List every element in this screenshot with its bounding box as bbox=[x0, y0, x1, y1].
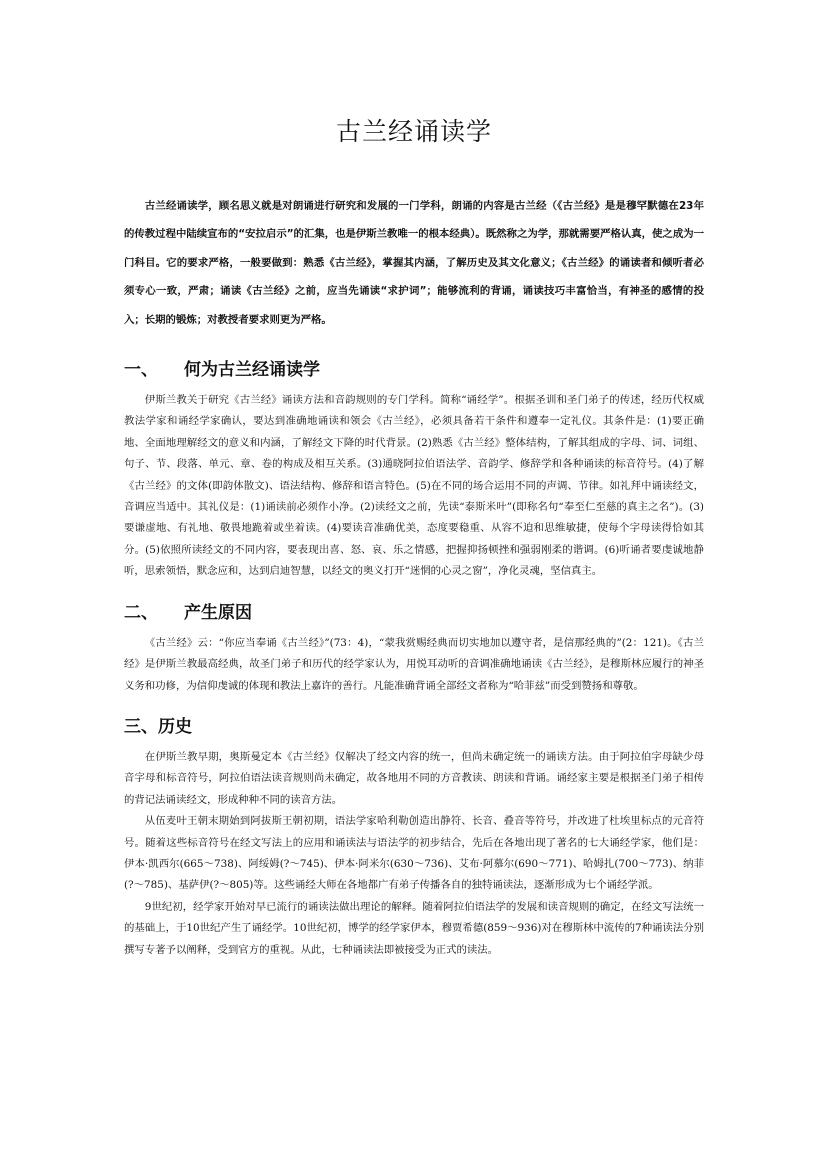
spacer bbox=[124, 583, 704, 593]
spacer bbox=[124, 334, 704, 350]
section-2-paragraph-1: 《古兰经》云：“你应当奉诵《古兰经》”(73：4)，“蒙我赏赐经典而切实地加以遵守者，是信那经典的”(2：121)。《古兰经》是伊斯兰教最高经典，故圣门弟子和历代的经学家认为，用悦耳动听的音调准确地诵读《古兰经》，是穆斯林应履行的神圣义务和功修，为信仰虔诚的体现和教法上嘉许的善行。凡能准确背诵全部经文者称为“哈菲兹”而受到赞扬和尊敬。 bbox=[124, 636, 704, 692]
section-title: 产生原因 bbox=[184, 602, 252, 623]
section-3-paragraph-2: 从伍麦叶王朝末期始到阿拔斯王朝初期，语法学家哈利勒创造出静符、长音、叠音等符号，并改进了杜埃里标点的元音符号。随着这些标音符号在经文写法上的应用和诵读法与语法学的初步结合，先后在各地出现了著名的七大诵经学家，他们是：伊本·凯西尔(665～738)、阿绥姆(?～745)、伊本·阿米尔(630～736)、艾布·阿慕尔(690～771)、哈姆扎(700～773)、纳菲(?～785)、基萨伊(?～805)等。这些诵经大师在各地都广有弟子传播各自的独特诵读法，逐渐形成为七个诵经学派。 bbox=[124, 815, 704, 892]
section-number: 一、 bbox=[124, 360, 158, 381]
spacer bbox=[124, 697, 704, 707]
section-heading-2 bbox=[124, 593, 704, 633]
section-heading-3 bbox=[124, 707, 704, 747]
section-3-paragraph-1: 在伊斯兰教早期，奥斯曼定本《古兰经》仅解决了经文内容的统一，但尚未确定统一的诵读方法。由于阿拉伯字母缺少母音字母和标音符号，阿拉伯语法读音规则尚未确定，故各地用不同的方音教读、朗读和背诵。诵经家主要是根据圣门弟子相传的背记法诵读经文，形成种种不同的读音方法。 bbox=[124, 750, 704, 806]
section-heading-1 bbox=[124, 350, 704, 390]
document-page bbox=[124, 112, 704, 961]
section-3-paragraph-3: 9世纪初，经学家开始对早已流行的诵读法做出理论的解释。随着阿拉伯语法学的发展和读音规则的确定，在经文写法统一的基础上，于10世纪产生了诵经学。10世纪初，博学的经学家伊本，穆贾希德(859～936)对在穆斯林中流传的7种诵读法分别撰写专著予以阐释，受到官方的重视。从此，七种诵读法即被接受为正式的读法。 bbox=[124, 900, 704, 956]
document-title: 古兰经诵读学 bbox=[335, 117, 492, 146]
section-1-paragraph-1: 伊斯兰教关于研究《古兰经》诵读方法和音韵规则的专门学科。简称“诵经学”。根据圣训和圣门弟子的传述，经历代权威教法学家和诵经学家确认，要达到准确地诵读和领会《古兰经》，必须具备若干条件和遵奉一定礼仪。其条件是：(1)要正确地、全面地理解经文的意义和内涵，了解经文下降的时代背景。(2)熟悉《古兰经》整体结构，了解其组成的字母、词、词组、句子、节、段落、单元、章、卷的构成及相互关系。(3)通晓阿拉伯语法学、音韵学、修辞学和各种诵读的标音符号。(4)了解《古兰经》的文体(即韵体散文)、语法结构、修辞和语言特色。(5)在不同的场合运用不同的声调、节律。如礼拜中诵读经文，音调应当适中。其礼仪是：(1)诵读前必须作小净。(2)读经文之前，先读“泰斯米叶”(即称名句“奉至仁至慈的真主之名”)。(3)要谦虚地、有礼地、敬畏地跪着或坐着读。(4)要读音准确优美，态度要稳重、从容不迫和思维敏捷，使每个字母读得恰如其分。(5)依照所读经文的不同内容，要表现出喜、怒、哀、乐之情感，把握抑扬顿挫和强弱刚柔的谐调。(6)听诵者要虔诚地静听，思索领悟，默念应和，达到启迪智慧，以经文的奥义打开“迷惘的心灵之窗”，净化灵魂，坚信真主。 bbox=[124, 394, 704, 578]
section-title: 何为古兰经诵读学 bbox=[184, 360, 320, 381]
section-title: 三、历史 bbox=[124, 716, 192, 737]
abstract-paragraph: 古兰经诵读学，顾名思义就是对朗诵进行研究和发展的一门学科，朗诵的内容是古兰经（《古兰经》是是穆罕默德在23年的传教过程中陆续宣布的“安拉启示”的汇集，也是伊斯兰教唯一的根本经典）。既然称之为学，那就需要严格认真，使之成为一门科目。它的要求严格，一般要做到：熟悉《古兰经》，掌握其内涵，了解历史及其文化意义；《古兰经》的诵读者和倾听者必须专心一致，严肃；诵读《古兰经》之前，应当先诵读“求护词”；能够流利的背诵，诵读技巧丰富恰当，有神圣的感情的投入；长期的锻炼；对教授者要求则更为严格。 bbox=[124, 200, 704, 326]
section-number: 二、 bbox=[124, 602, 158, 623]
